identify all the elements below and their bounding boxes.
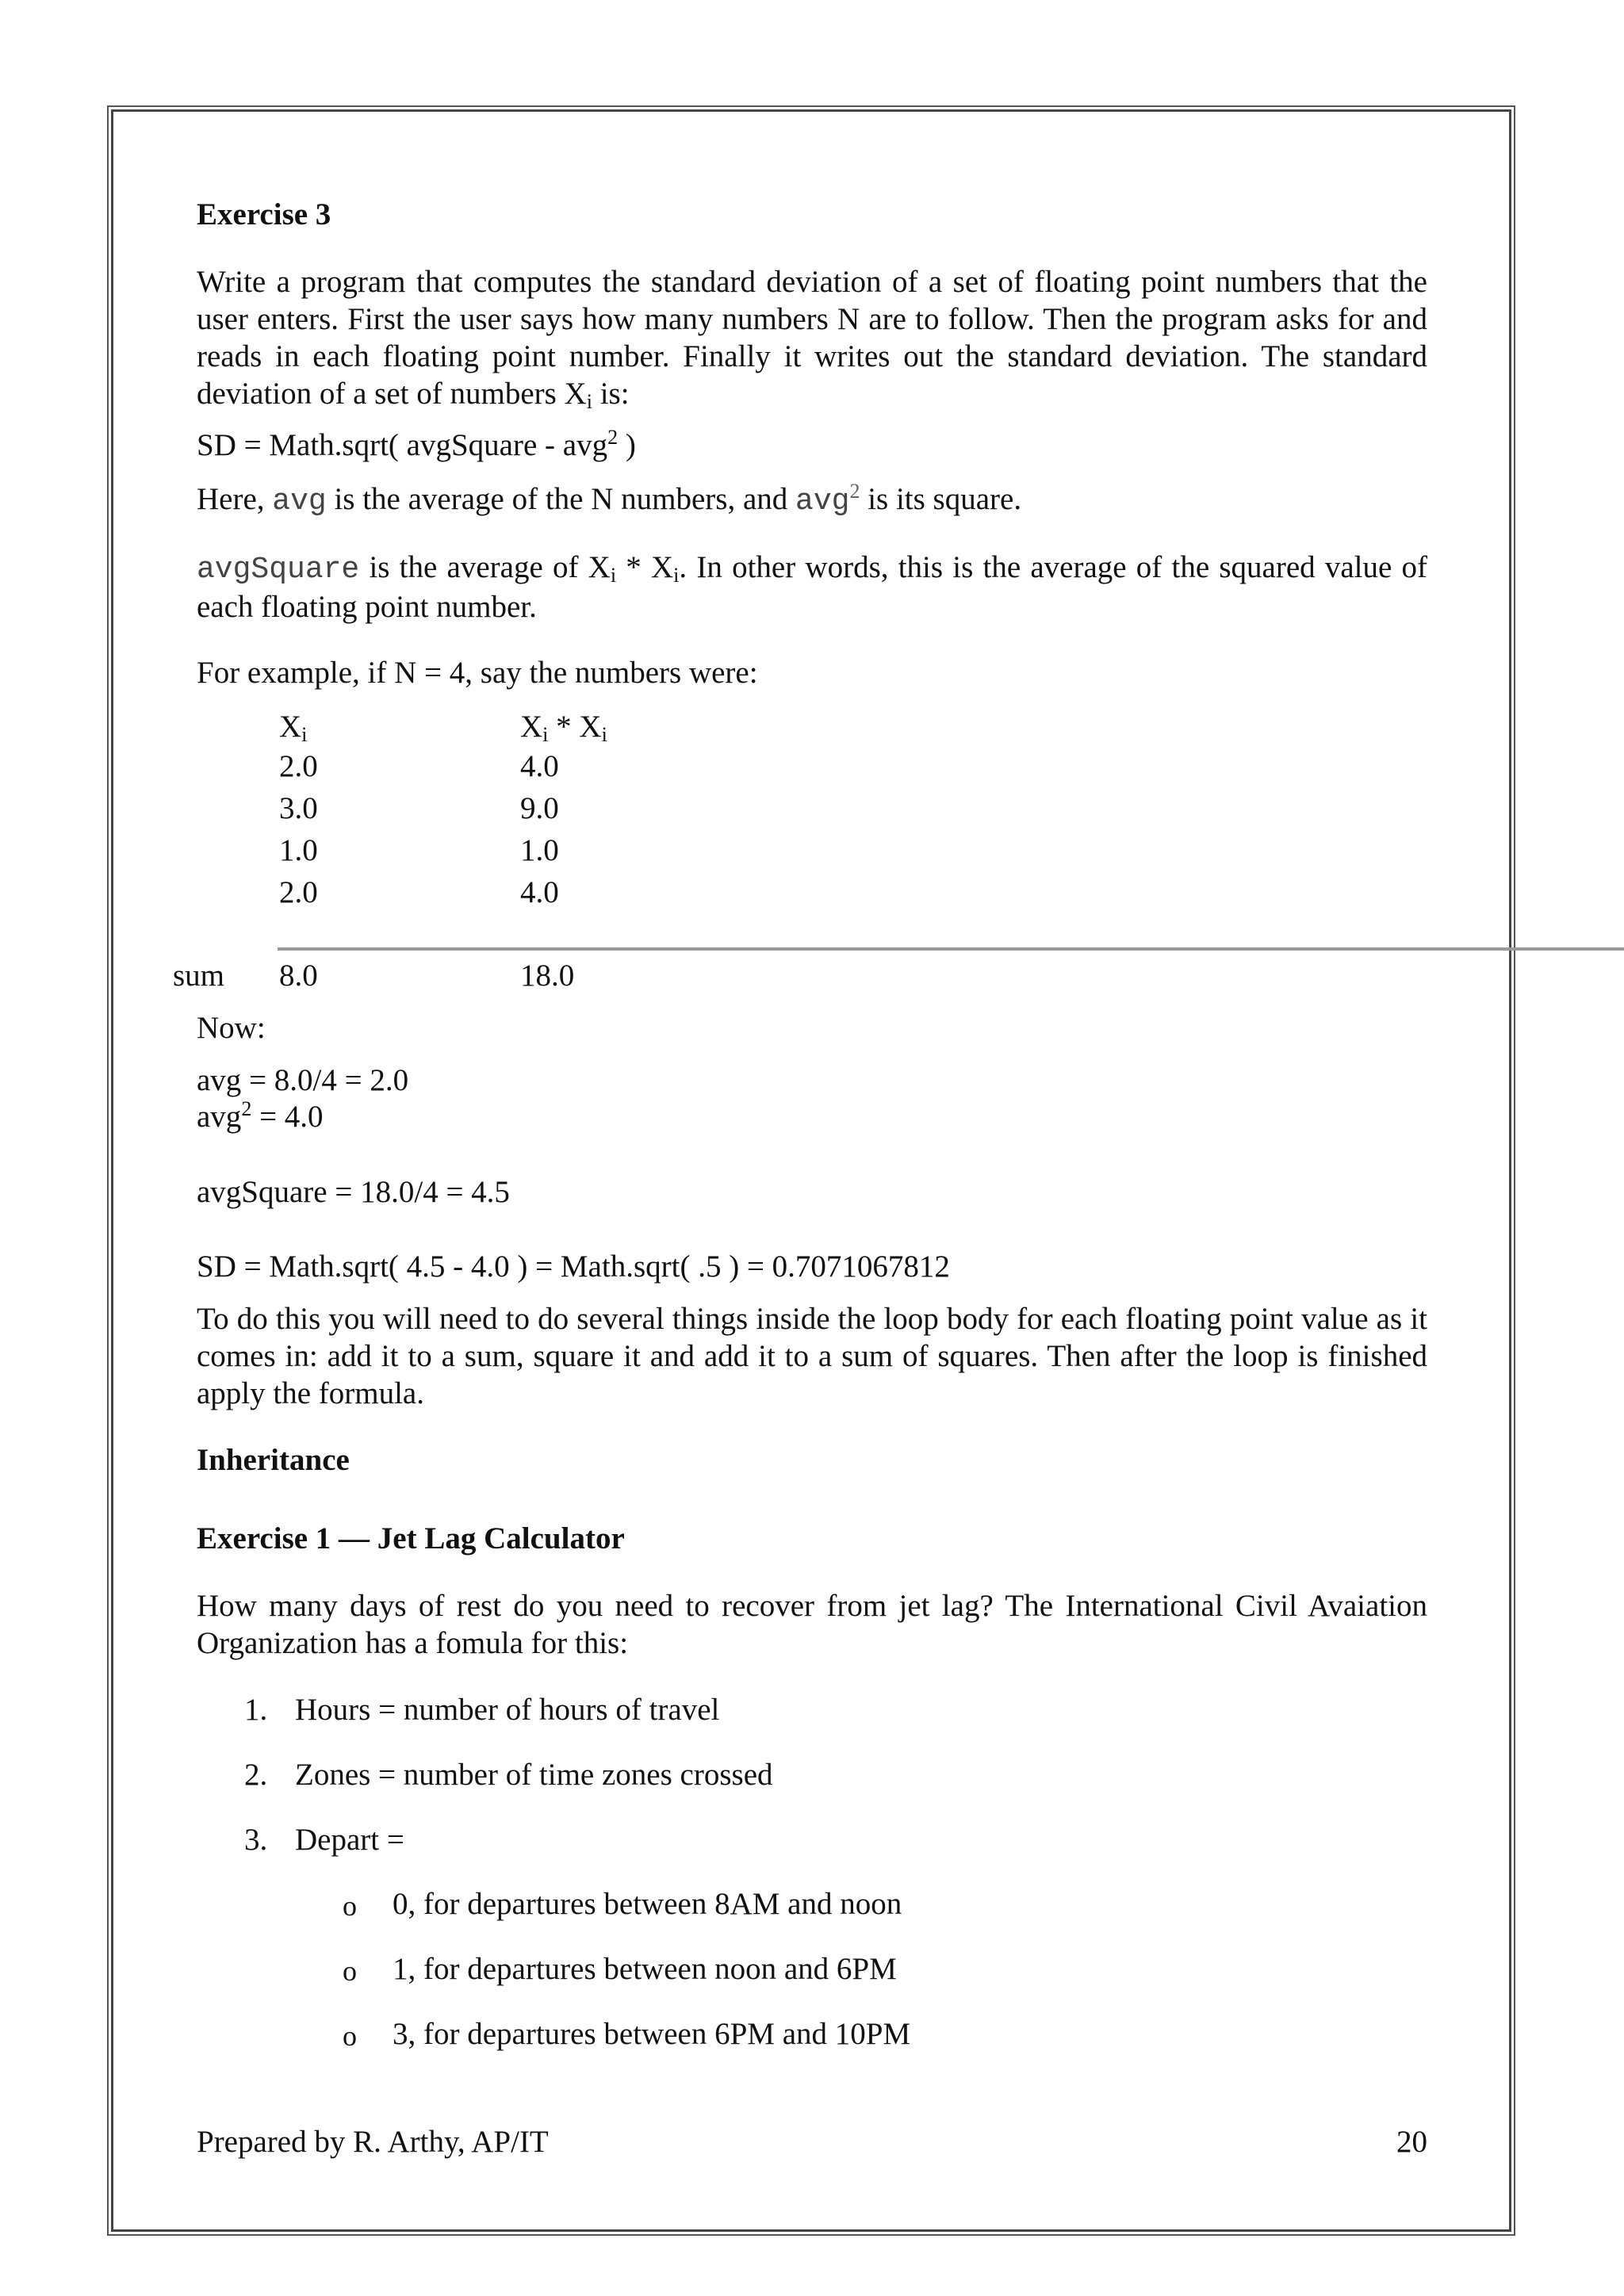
table-cell-xx: 1.0 — [520, 833, 559, 867]
sub-list-item: 1, for departures between noon and 6PM — [393, 1952, 897, 1986]
table-header-xixi: $X_i * X_i$ — [520, 710, 607, 746]
table-cell-xx: 4.0 — [520, 749, 559, 783]
sub-list-item: 0, for departures between 8AM and noon — [393, 1887, 902, 1921]
now-label: Now: — [197, 1011, 266, 1045]
exercise-3-heading: Exercise 3 — [197, 197, 331, 232]
sum-xx: 18.0 — [520, 959, 575, 993]
sub-list-item: 3, for departures between 6PM and 10PM — [393, 2017, 911, 2051]
table-cell-x: 2.0 — [279, 875, 318, 909]
exercise-3-intro: Write a program that computes the standard deviation of a set of floating point numbers that the user enters. First the user says how many numbers N are to follow. Then the program asks for and reads in each floating point number. Finally it writes out the standard deviation. The standard deviation of a set of numbers $X_i$ is: — [197, 265, 1427, 413]
list-number: 1. — [244, 1693, 268, 1727]
example-intro: For example, if N = 4, say the numbers were: — [197, 656, 758, 690]
sum-label: sum — [173, 959, 225, 993]
list-item: Hours = number of hours of travel — [295, 1693, 720, 1727]
bullet-icon: o — [343, 1890, 357, 1922]
table-cell-x: 2.0 — [279, 749, 318, 783]
loop-instructions: To do this you will need to do several things inside the loop body for each floating point value as it comes in: add it to a sum, square it and add it to a sum of squares. Then after the loop is finished apply the formula. — [197, 1302, 1427, 1410]
bullet-icon: o — [343, 2020, 357, 2052]
exercise-1-heading: Exercise 1 — Jet Lag Calculator — [197, 1521, 625, 1556]
avg-squared-calc: avg$^2$ = 4.0 — [197, 1097, 324, 1134]
sum-divider-line — [278, 947, 1624, 951]
table-header-xi: $X_i$ — [279, 710, 308, 746]
page-number: 20 — [1396, 2125, 1427, 2159]
avgsquare-explanation: avgSquare is the average of $X_i * X_i$. In other words, this is the average of the squared value of each floating point number. — [197, 550, 1427, 624]
list-item: Depart = — [295, 1823, 404, 1857]
sum-x: 8.0 — [279, 959, 318, 993]
avgsquare-calc: avgSquare = 18.0/4 = 4.5 — [197, 1175, 510, 1209]
list-number: 2. — [244, 1758, 268, 1792]
inheritance-heading: Inheritance — [197, 1443, 350, 1477]
list-number: 3. — [244, 1823, 268, 1857]
table-cell-x: 1.0 — [279, 833, 318, 867]
table-cell-xx: 4.0 — [520, 875, 559, 909]
footer-author: Prepared by R. Arthy, AP/IT — [197, 2125, 549, 2159]
avg-explanation: Here, avg is the average of the N numbers, and avg$^2$ is its square. — [197, 480, 1022, 519]
bullet-icon: o — [343, 1955, 357, 1987]
avg-calc: avg = 8.0/4 = 2.0 — [197, 1063, 409, 1097]
sd-calc: SD = Math.sqrt( 4.5 - 4.0 ) = Math.sqrt( .5 ) = 0.7071067812 — [197, 1249, 950, 1284]
table-cell-xx: 9.0 — [520, 791, 559, 825]
list-item: Zones = number of time zones crossed — [295, 1758, 773, 1792]
table-cell-x: 3.0 — [279, 791, 318, 825]
sd-formula: SD = Math.sqrt( avgSquare - avg$^2$ ) — [197, 426, 636, 462]
jet-lag-intro: How many days of rest do you need to recover from jet lag? The International Civil Avaiation Organization has a fomula for this: — [197, 1589, 1427, 1660]
